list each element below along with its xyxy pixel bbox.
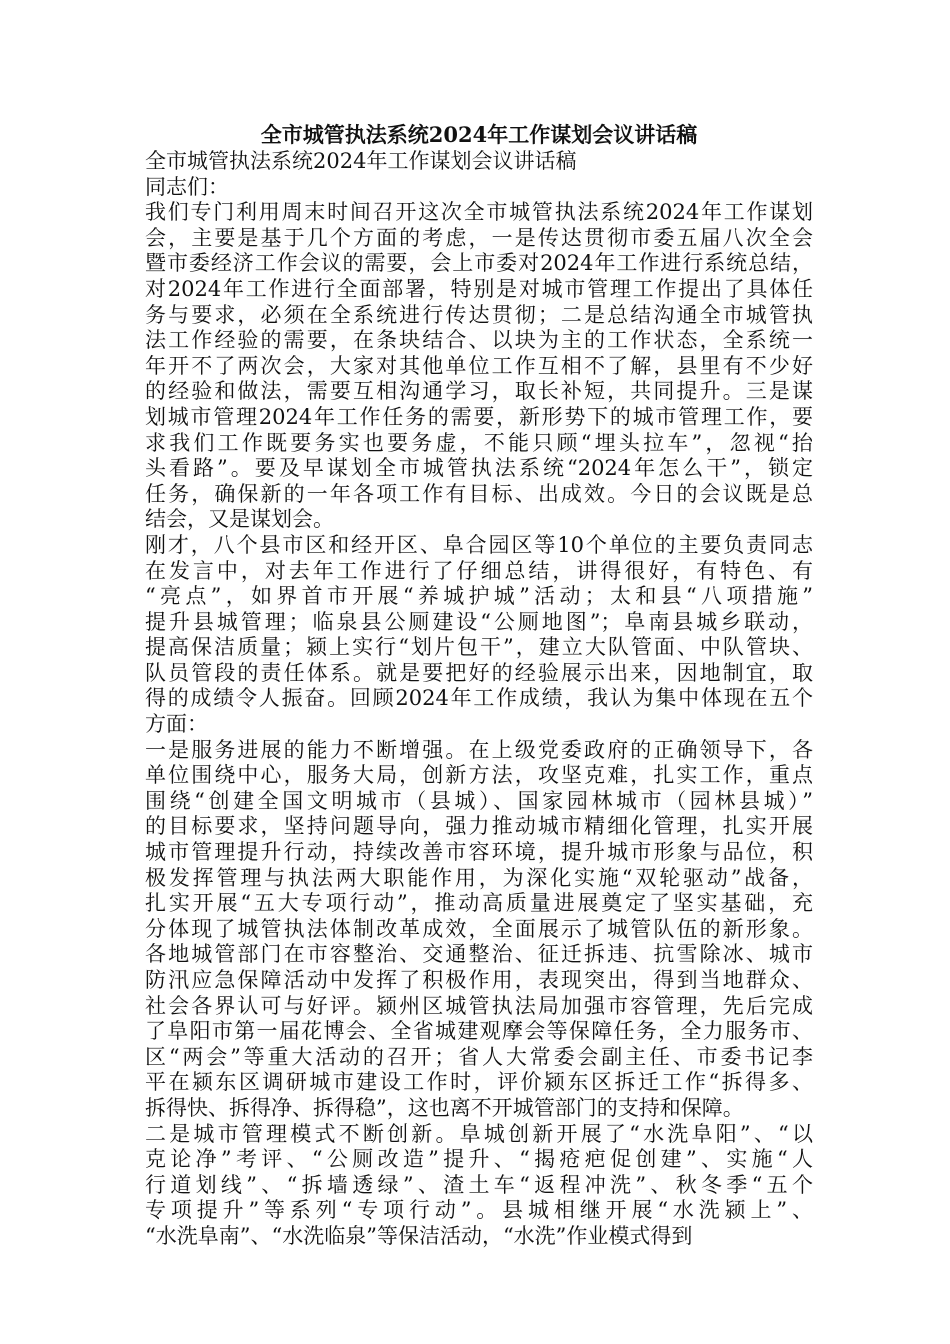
text-line: 暨市委经济工作会议的需要，会上市委对2024年工作进行系统总结， <box>145 251 813 276</box>
text-line: 各地城管部门在市容整治、交通整治、征迁拆违、抗雪除冰、城市 <box>145 942 813 967</box>
text-line: 分体现了城管执法体制改革成效，全面展示了城管队伍的新形象。 <box>145 916 813 941</box>
text-line: 结会，又是谋划会。 <box>145 507 334 532</box>
text-line: 提高保洁质量；颍上实行“划片包干”，建立大队管面、中队管块、 <box>145 635 813 660</box>
text-line: 二是城市管理模式不断创新。阜城创新开展了“水洗阜阳”、“以 <box>145 1121 813 1146</box>
text-line: 极发挥管理与执法两大职能作用，为深化实施“双轮驱动”战备， <box>145 865 813 890</box>
text-line: 城市管理提升行动，持续改善市容环境，提升城市形象与品位，积 <box>145 840 813 865</box>
text-line: 会，主要是基于几个方面的考虑，一是传达贯彻市委五届八次全会 <box>145 225 813 250</box>
text-line: 克论净”考评、“公厕改造”提升、“揭疮疤促创建”、实施“人 <box>145 1147 813 1172</box>
text-line: 社会各界认可与好评。颍州区城管执法局加强市容管理，先后完成 <box>145 993 813 1018</box>
text-line: 单位围绕中心，服务大局，创新方法，攻坚克难，扎实工作，重点 <box>145 763 813 788</box>
text-line: 队员管段的责任体系。就是要把好的经验展示出来，因地制宜，取 <box>145 660 813 685</box>
document-subtitle: 全市城管执法系统2024年工作谋划会议讲话稿 <box>145 149 577 173</box>
text-line: 防汛应急保障活动中发挥了积极作用，表现突出，得到当地群众、 <box>145 968 813 992</box>
text-line: 一是服务进展的能力不断增强。在上级党委政府的正确领导下，各 <box>145 737 813 762</box>
text-line: 对2024年工作进行全面部署，特别是对城市管理工作提出了具体任 <box>145 276 813 301</box>
text-line: 的目标要求，坚持问题导向，强力推动城市精细化管理，扎实开展 <box>145 814 813 839</box>
text-line: 专项提升”等系列“专项行动”。县城相继开展“水洗颍上”、 <box>145 1198 813 1223</box>
text-line: 在发言中，对去年工作进行了仔细总结，讲得很好，有特色、有 <box>145 558 813 583</box>
text-line: 刚才，八个县市区和经开区、阜合园区等10个单位的主要负责同志 <box>145 532 813 557</box>
text-line: 我们专门利用周末时间召开这次全市城管执法系统2024年工作谋划 <box>145 200 813 225</box>
document-title: 全市城管执法系统2024年工作谋划会议讲话稿 <box>260 122 698 147</box>
document-body <box>145 200 813 1249</box>
paragraph <box>145 738 813 1122</box>
text-line: 年开不了两次会，大家对其他单位工作互相不了解，县里有不少好 <box>145 353 813 378</box>
paragraph <box>145 200 813 533</box>
document-page <box>145 121 813 1250</box>
text-line: 务与要求，必须在全系统进行传达贯彻；二是总结沟通全市城管执 <box>145 302 813 327</box>
text-line: 划城市管理2024年工作任务的需要，新形势下的城市管理工作，要 <box>145 404 813 429</box>
text-line: 法工作经验的需要，在条块结合、以块为主的工作状态，全系统一 <box>145 328 813 353</box>
text-line: 拆得快、拆得净、拆得稳”，这也离不开城管部门的支持和保障。 <box>145 1095 744 1120</box>
text-line: 任务，确保新的一年各项工作有目标、出成效。今日的会议既是总 <box>145 481 813 506</box>
text-line: “亮点”，如界首市开展“养城护城”活动；太和县“八项措施” <box>145 584 813 609</box>
text-line: 了阜阳市第一届花博会、全省城建观摩会等保障任务，全力服务市、 <box>145 1019 813 1044</box>
text-line: 扎实开展“五大专项行动”，推动高质量进展奠定了坚实基础，充 <box>145 891 813 916</box>
text-line: 提升县城管理；临泉县公厕建设“公厕地图”；阜南县城乡联动， <box>145 609 813 634</box>
text-line: 的经验和做法，需要互相沟通学习，取长补短，共同提升。三是谋 <box>145 379 813 404</box>
text-line: 平在颍东区调研城市建设工作时，评价颍东区拆迁工作“拆得多、 <box>145 1070 813 1095</box>
paragraph <box>145 1122 813 1250</box>
text-line: 行道划线”、“拆墙透绿”、渣土车“返程冲洗”、秋冬季“五个 <box>145 1172 813 1197</box>
salutation: 同志们： <box>145 174 229 199</box>
text-line: 头看路”。要及早谋划全市城管执法系统“2024年怎么干”，锁定 <box>145 456 813 481</box>
text-line: 围绕“创建全国文明城市（县城）、国家园林城市（园林县城）” <box>145 788 813 813</box>
text-line: 得的成绩令人振奋。回顾2024年工作成绩，我认为集中体现在五个 <box>145 686 813 711</box>
paragraph <box>145 533 813 738</box>
text-line: 求我们工作既要务实也要务虚，不能只顾“埋头拉车”，忽视“抬 <box>145 430 813 455</box>
text-line: “水洗阜南”、“水洗临泉”等保洁活动，“水洗”作业模式得到 <box>145 1223 693 1248</box>
text-line: 区“两会”等重大活动的召开；省人大常委会副主任、市委书记李 <box>145 1044 813 1069</box>
text-line: 方面： <box>145 712 208 737</box>
